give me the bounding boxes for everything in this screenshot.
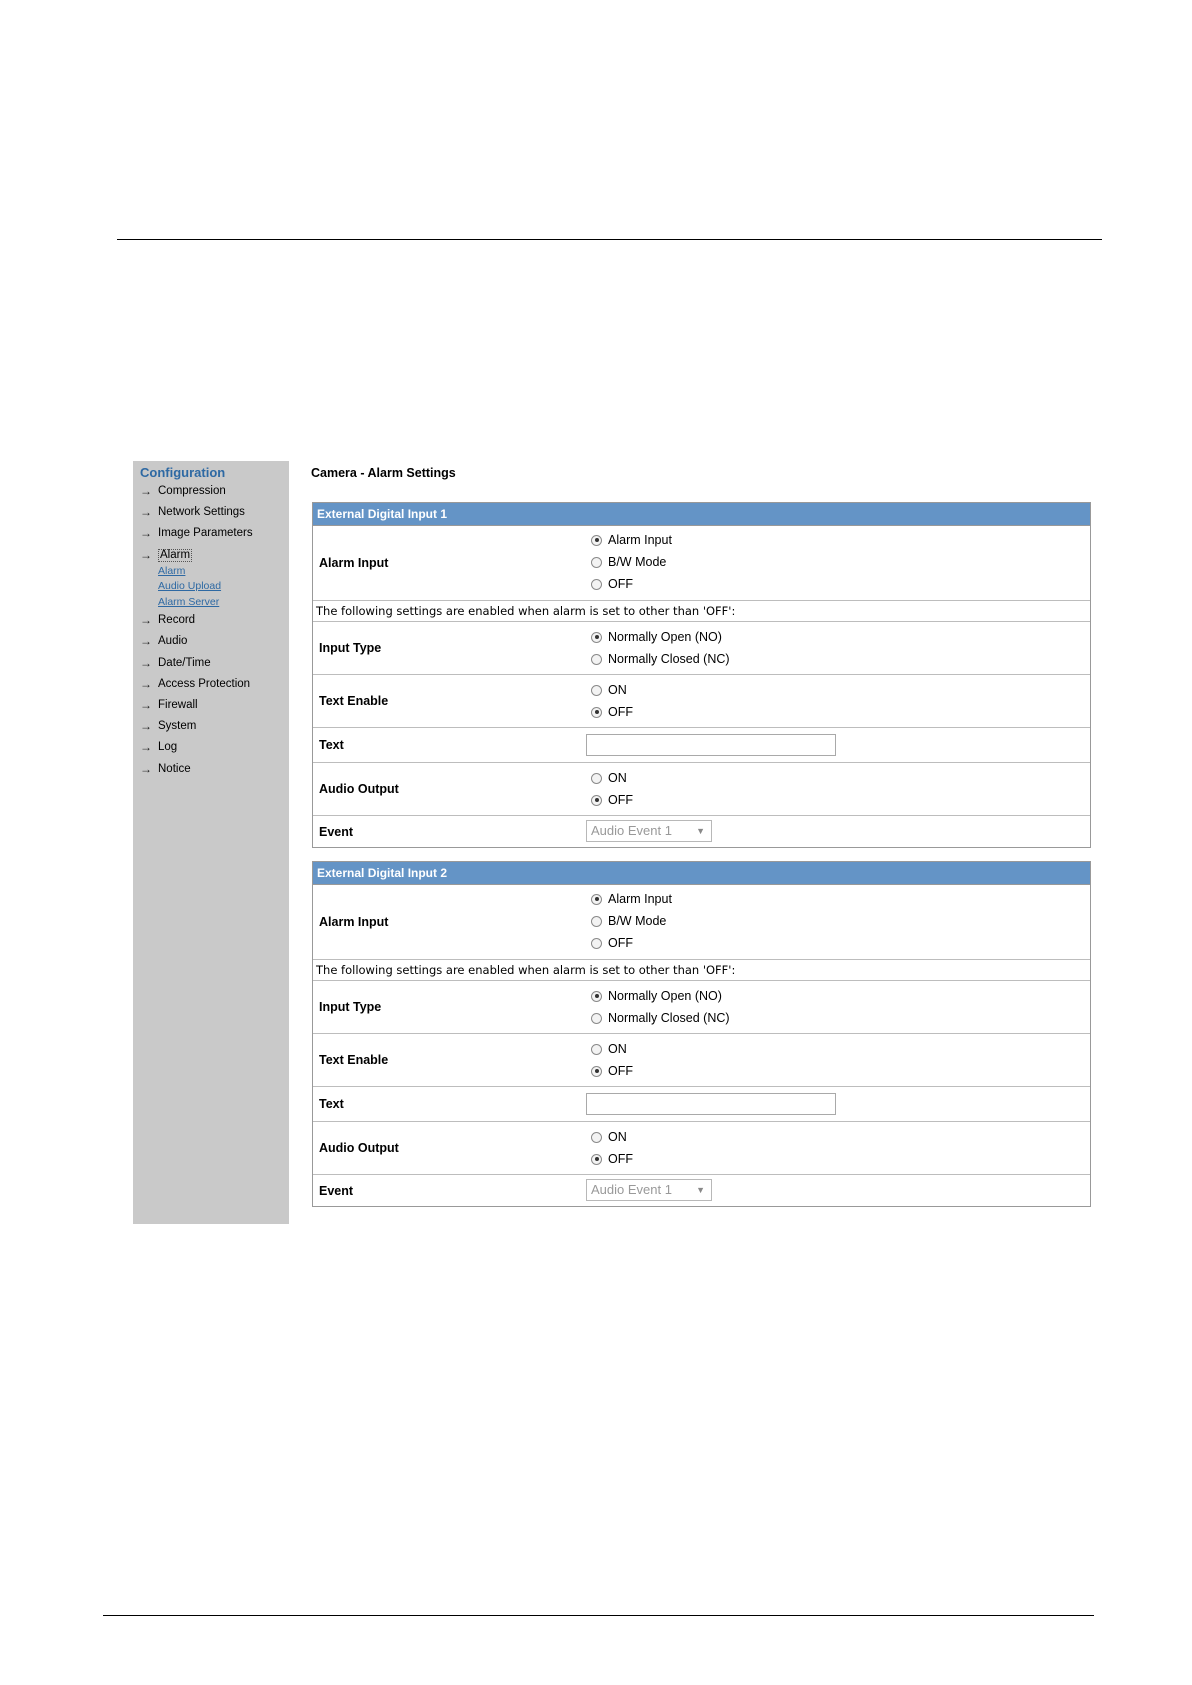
panel-external-digital-input-1 <box>312 502 1091 848</box>
sidebar-submenu-alarm <box>140 565 253 612</box>
alarm-input-radio-group <box>591 526 672 600</box>
row-text-enable <box>313 1034 1090 1087</box>
sidebar <box>133 461 289 1224</box>
sidebar-item-system[interactable]: → System <box>140 719 197 734</box>
radio-unselected-icon[interactable] <box>591 916 602 927</box>
arrow-right-icon: → <box>140 719 152 734</box>
radio-option-on[interactable]: ON <box>591 679 633 701</box>
event-select[interactable]: Audio Event 1 ▼ <box>586 1179 712 1201</box>
arrow-right-icon: → <box>140 655 152 670</box>
row-event <box>313 1175 1090 1206</box>
row-alarm-input <box>313 885 1090 960</box>
panel-header: External Digital Input 2 <box>313 862 1090 885</box>
row-label: Audio Output <box>319 782 399 796</box>
radio-option-normally-closed[interactable]: Normally Closed (NC) <box>591 1007 730 1029</box>
radio-unselected-icon[interactable] <box>591 579 602 590</box>
row-label: Input Type <box>319 1000 382 1014</box>
radio-selected-icon[interactable] <box>591 991 602 1002</box>
sidebar-item-access-protection[interactable]: → Access Protection <box>140 676 251 691</box>
row-label: Input Type <box>319 641 382 655</box>
radio-option-off[interactable]: OFF <box>591 701 633 723</box>
radio-option-off[interactable]: OFF <box>591 789 633 811</box>
bottom-rule <box>103 1615 1094 1616</box>
radio-option-bw-mode[interactable]: B/W Mode <box>591 910 672 932</box>
row-input-type <box>313 622 1090 675</box>
input-type-radio-group <box>591 622 730 674</box>
row-alarm-input <box>313 526 1090 601</box>
row-label: Text <box>319 738 344 752</box>
panel-external-digital-input-2 <box>312 861 1091 1207</box>
row-audio-output <box>313 1122 1090 1175</box>
radio-unselected-icon[interactable] <box>591 557 602 568</box>
sidebar-item-image-parameters[interactable]: → Image Parameters <box>140 526 253 541</box>
sidebar-subitem-alarm-server[interactable]: Alarm Server <box>158 595 220 608</box>
row-label: Text Enable <box>319 1053 389 1067</box>
sidebar-subitem-audio-upload[interactable]: Audio Upload <box>158 580 222 593</box>
row-label: Audio Output <box>319 1141 399 1155</box>
sidebar-item-firewall[interactable]: → Firewall <box>140 698 198 712</box>
radio-selected-icon[interactable] <box>591 707 602 718</box>
sidebar-item-notice[interactable]: → Notice <box>140 761 191 776</box>
arrow-right-icon: → <box>140 526 152 541</box>
top-rule <box>117 239 1102 240</box>
arrow-right-icon: → <box>140 613 152 628</box>
radio-selected-icon[interactable] <box>591 894 602 905</box>
radio-unselected-icon[interactable] <box>591 938 602 949</box>
radio-option-normally-open[interactable]: Normally Open (NO) <box>591 626 730 648</box>
panel-header: External Digital Input 1 <box>313 503 1090 526</box>
settings-note: The following settings are enabled when alarm is set to other than 'OFF': <box>313 601 1090 622</box>
alarm-input-radio-group <box>591 885 672 959</box>
row-text-enable <box>313 675 1090 728</box>
chevron-down-icon: ▼ <box>696 826 705 836</box>
radio-selected-icon[interactable] <box>591 535 602 546</box>
arrow-right-icon: → <box>140 634 152 649</box>
arrow-right-icon: → <box>140 505 152 520</box>
row-label: Text Enable <box>319 694 389 708</box>
row-text <box>313 1087 1090 1122</box>
arrow-right-icon: → <box>140 676 152 691</box>
radio-option-on[interactable]: ON <box>591 767 633 789</box>
sidebar-item-compression[interactable]: → Compression <box>140 484 226 498</box>
sidebar-menu <box>140 485 253 784</box>
radio-unselected-icon[interactable] <box>591 654 602 665</box>
radio-selected-icon[interactable] <box>591 795 602 806</box>
radio-selected-icon[interactable] <box>591 1066 602 1077</box>
radio-option-normally-open[interactable]: Normally Open (NO) <box>591 985 730 1007</box>
sidebar-item-record[interactable]: → Record <box>140 613 196 628</box>
settings-note: The following settings are enabled when alarm is set to other than 'OFF': <box>313 960 1090 981</box>
arrow-right-icon: → <box>140 484 152 498</box>
radio-option-off[interactable]: OFF <box>591 573 672 595</box>
row-label: Event <box>319 1183 354 1198</box>
radio-selected-icon[interactable] <box>591 632 602 643</box>
chevron-down-icon: ▼ <box>696 1185 705 1195</box>
text-input[interactable] <box>586 734 836 756</box>
input-type-radio-group <box>591 981 730 1033</box>
sidebar-item-log[interactable]: → Log <box>140 740 178 755</box>
row-text <box>313 728 1090 763</box>
radio-option-alarm-input[interactable]: Alarm Input <box>591 529 672 551</box>
radio-option-normally-closed[interactable]: Normally Closed (NC) <box>591 648 730 670</box>
sidebar-item-network-settings[interactable]: → Network Settings <box>140 505 245 520</box>
radio-option-bw-mode[interactable]: B/W Mode <box>591 551 672 573</box>
row-event <box>313 816 1090 847</box>
row-label: Text <box>319 1097 344 1111</box>
radio-option-alarm-input[interactable]: Alarm Input <box>591 888 672 910</box>
audio-output-radio-group <box>591 1122 633 1174</box>
text-enable-radio-group <box>591 1034 633 1086</box>
text-enable-radio-group <box>591 675 633 727</box>
sidebar-item-alarm[interactable]: → Alarm <box>140 547 191 562</box>
row-label: Event <box>319 824 354 839</box>
sidebar-item-date-time[interactable]: → Date/Time <box>140 655 211 670</box>
radio-option-off[interactable]: OFF <box>591 932 672 954</box>
radio-selected-icon[interactable] <box>591 1154 602 1165</box>
arrow-right-icon: → <box>140 761 152 776</box>
sidebar-item-audio[interactable]: → Audio <box>140 634 188 649</box>
arrow-right-icon: → <box>140 698 152 712</box>
sidebar-title: Configuration <box>140 465 226 480</box>
radio-option-on[interactable]: ON <box>591 1126 633 1148</box>
radio-option-off[interactable]: OFF <box>591 1148 633 1170</box>
radio-unselected-icon[interactable] <box>591 1044 602 1055</box>
sidebar-subitem-alarm[interactable]: Alarm <box>158 564 186 577</box>
radio-unselected-icon[interactable] <box>591 1132 602 1143</box>
arrow-right-icon: → <box>140 740 152 755</box>
event-select[interactable]: Audio Event 1 ▼ <box>586 820 712 842</box>
radio-unselected-icon[interactable] <box>591 773 602 784</box>
row-input-type <box>313 981 1090 1034</box>
audio-output-radio-group <box>591 763 633 815</box>
radio-option-on[interactable]: ON <box>591 1038 633 1060</box>
row-audio-output <box>313 763 1090 816</box>
row-label: Alarm Input <box>319 915 389 929</box>
radio-unselected-icon[interactable] <box>591 685 602 696</box>
radio-unselected-icon[interactable] <box>591 1013 602 1024</box>
page-title: Camera - Alarm Settings <box>311 466 456 480</box>
radio-option-off[interactable]: OFF <box>591 1060 633 1082</box>
arrow-right-icon: → <box>140 547 152 562</box>
row-label: Alarm Input <box>319 556 389 570</box>
text-input[interactable] <box>586 1093 836 1115</box>
